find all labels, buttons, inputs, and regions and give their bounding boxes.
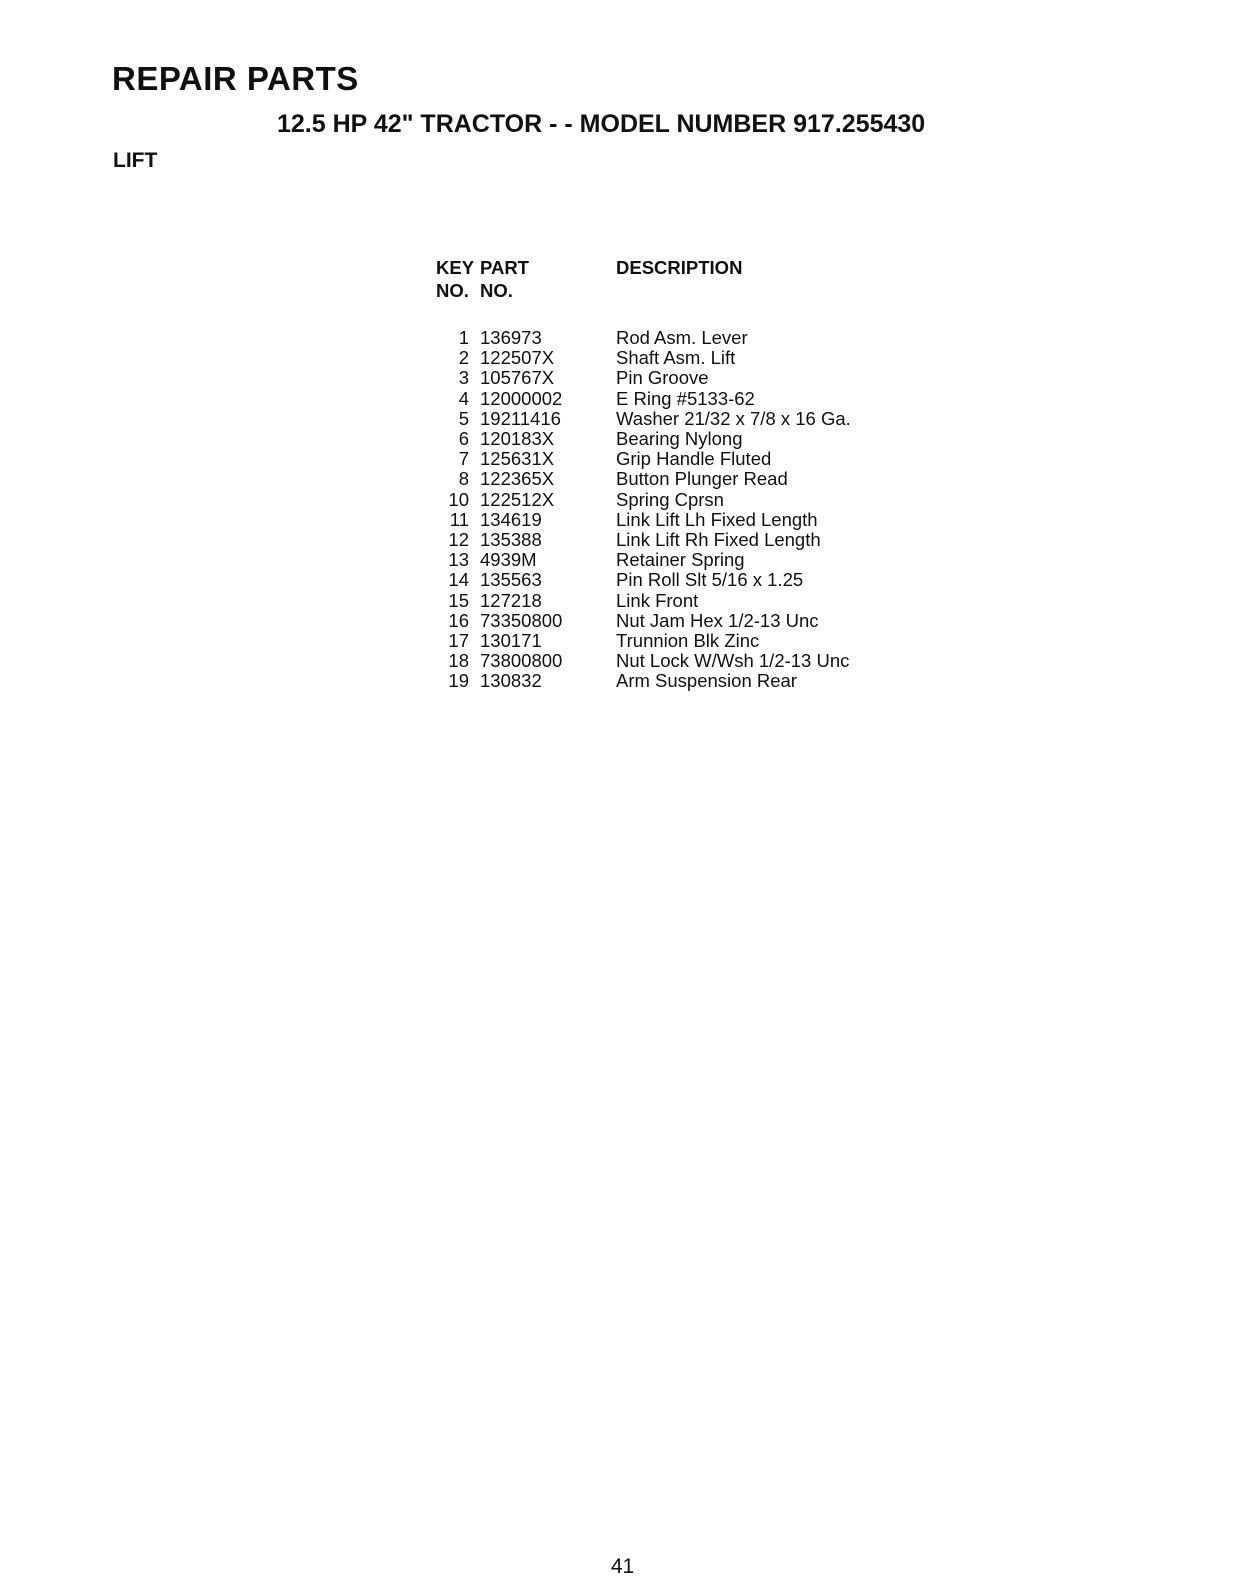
description-cell: Button Plunger Read — [616, 468, 788, 490]
table-row — [428, 490, 936, 510]
part-no-cell: 105767X — [480, 367, 555, 389]
table-row — [428, 651, 936, 671]
key-no-cell: 13 — [448, 549, 469, 571]
part-no-cell: 125631X — [480, 448, 555, 470]
description-cell: Trunnion Blk Zinc — [616, 630, 760, 652]
key-no-cell: 12 — [448, 529, 469, 551]
section-label: LIFT — [113, 149, 158, 172]
page-title: REPAIR PARTS — [112, 60, 359, 97]
part-no-cell: 127218 — [480, 589, 542, 611]
part-no-cell: 122507X — [480, 347, 555, 369]
table-row — [428, 631, 936, 651]
key-no-cell: 10 — [448, 488, 469, 510]
key-no-cell: 16 — [448, 609, 469, 631]
table-row — [428, 449, 936, 469]
description-cell: Grip Handle Fluted — [616, 448, 772, 470]
model-subtitle: 12.5 HP 42" TRACTOR - - MODEL NUMBER 917.255430 — [277, 110, 926, 138]
description-cell: Rod Asm. Lever — [616, 327, 748, 348]
table-row — [428, 389, 936, 409]
description-cell: Washer 21/32 x 7/8 x 16 Ga. — [616, 407, 851, 429]
table-row — [428, 328, 936, 348]
table-row — [428, 570, 936, 590]
key-no-cell: 2 — [458, 347, 469, 369]
part-no-cell: 120183X — [480, 428, 555, 450]
key-no-header — [428, 256, 480, 302]
description-cell: Spring Cprsn — [616, 488, 724, 510]
key-no-cell: 14 — [448, 569, 469, 591]
table-row — [428, 429, 936, 449]
key-no-cell: 17 — [448, 630, 469, 652]
table-row — [428, 510, 936, 530]
part-no-cell: 134619 — [480, 508, 542, 530]
table-row — [428, 348, 936, 368]
key-no-cell: 6 — [458, 428, 469, 450]
key-no-cell: 5 — [458, 407, 469, 429]
parts-table-body — [428, 328, 936, 692]
table-row — [428, 469, 936, 489]
part-no-cell: 12000002 — [480, 387, 563, 409]
key-no-cell: 1 — [458, 327, 469, 348]
table-row — [428, 671, 936, 691]
table-row — [428, 368, 936, 388]
description-cell: Shaft Asm. Lift — [616, 347, 736, 369]
part-no-cell: 73800800 — [480, 650, 563, 672]
part-header-line2: NO. — [480, 280, 513, 301]
description-header: DESCRIPTION — [616, 257, 743, 278]
description-cell: Arm Suspension Rear — [616, 670, 797, 692]
key-no-cell: 19 — [448, 670, 469, 692]
table-row — [428, 550, 936, 570]
part-no-cell: 136973 — [480, 327, 542, 348]
part-header-line1: PART — [480, 257, 529, 278]
description-cell: Link Front — [616, 589, 699, 611]
table-row — [428, 611, 936, 631]
part-no-cell: 4939M — [480, 549, 537, 571]
key-header-line2: NO. — [436, 280, 469, 301]
description-cell: Nut Jam Hex 1/2-13 Unc — [616, 609, 819, 631]
description-cell: Link Lift Rh Fixed Length — [616, 529, 821, 551]
description-cell: Link Lift Lh Fixed Length — [616, 508, 818, 530]
part-no-cell: 135563 — [480, 569, 542, 591]
description-cell: E Ring #5133-62 — [616, 387, 755, 409]
key-no-cell: 7 — [458, 448, 469, 470]
key-no-cell: 18 — [448, 650, 469, 672]
part-no-header — [480, 256, 616, 302]
part-no-cell: 122512X — [480, 488, 555, 510]
description-cell: Pin Roll Slt 5/16 x 1.25 — [616, 569, 804, 591]
key-no-cell: 3 — [458, 367, 469, 389]
key-no-cell: 15 — [448, 589, 469, 611]
description-cell: Nut Lock W/Wsh 1/2-13 Unc — [616, 650, 850, 672]
key-header-line1: KEY — [436, 257, 475, 278]
description-cell: Bearing Nylong — [616, 428, 743, 450]
parts-table — [428, 256, 936, 692]
description-cell: Pin Groove — [616, 367, 709, 389]
page-number: 41 — [610, 1555, 635, 1578]
table-row — [428, 530, 936, 550]
key-no-cell: 8 — [458, 468, 469, 490]
part-no-cell: 122365X — [480, 468, 555, 490]
key-no-cell: 4 — [458, 387, 469, 409]
part-no-cell: 130171 — [480, 630, 542, 652]
part-no-cell: 135388 — [480, 529, 542, 551]
part-no-cell: 73350800 — [480, 609, 563, 631]
part-no-cell: 19211416 — [480, 407, 561, 429]
part-no-cell: 130832 — [480, 670, 542, 692]
description-cell: Retainer Spring — [616, 549, 745, 571]
table-row — [428, 409, 936, 429]
table-row — [428, 591, 936, 611]
parts-table-header — [428, 256, 936, 328]
key-no-cell: 11 — [449, 508, 469, 530]
